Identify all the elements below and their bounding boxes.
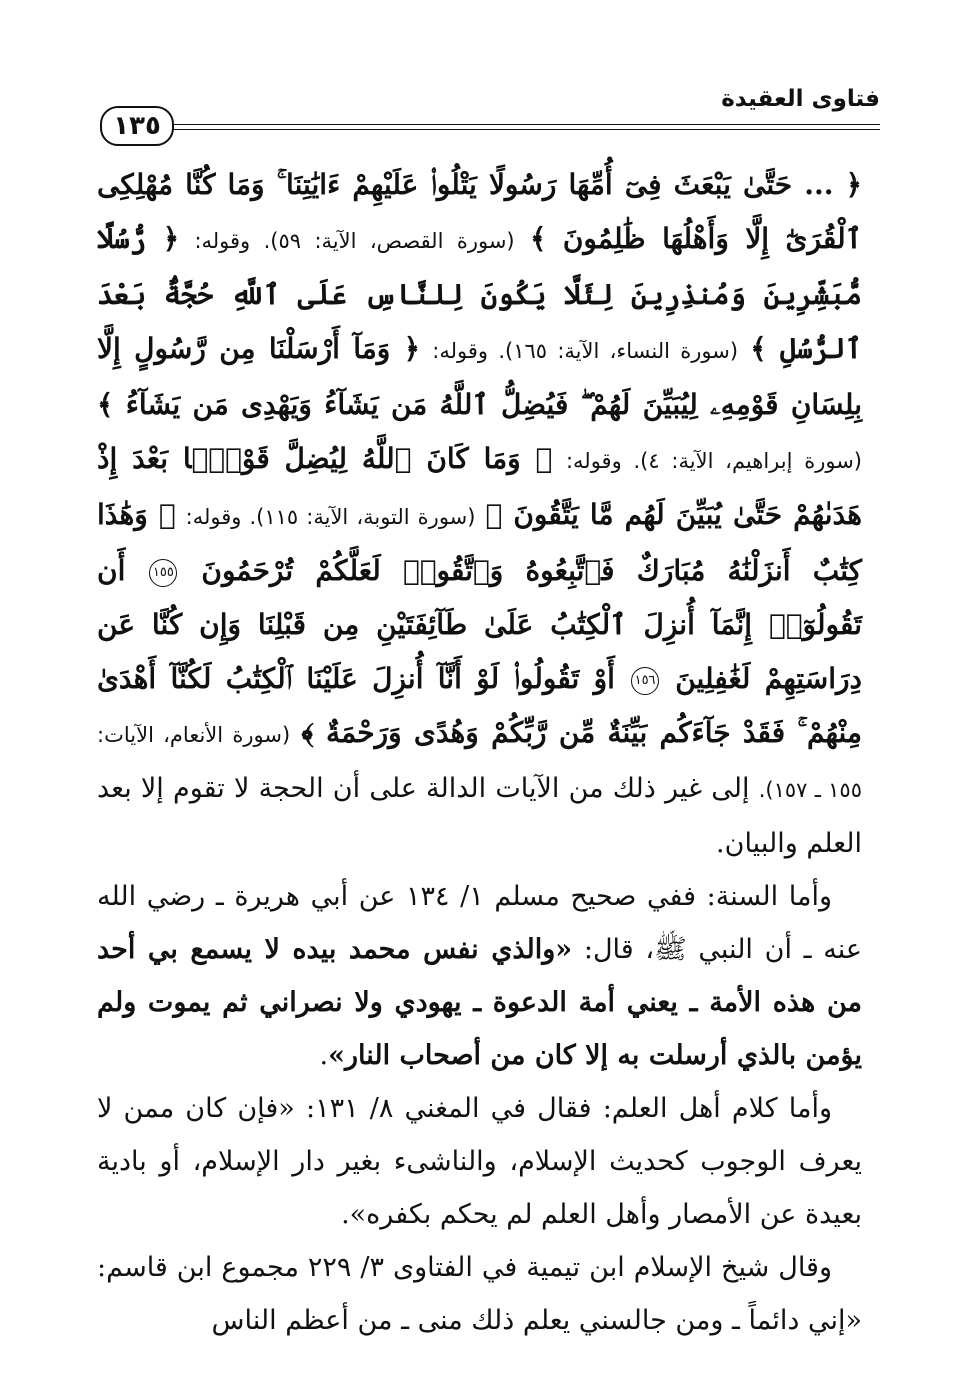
page-header — [100, 82, 880, 152]
body-text: وأما السنة: ففي صحيح مسلم ١/ ١٣٤ عن أبي هريرة ـ رضي الله عنه ـ أن النبي ﷺ، قال: — [97, 881, 862, 965]
ayah-number-marker: ١٥٦ — [631, 667, 659, 695]
quran-verse: أَن تَقُولُوٓا۟ إِنَّمَآ أُنزِلَ ٱلْكِتَٰبُ عَلَىٰ طَآئِفَتَيْنِ مِن قَبْلِنَا وَإِن كُنَّا عَن دِرَاسَتِهِمْ لَغَٰفِلِينَ — [97, 554, 862, 695]
hadith-quote: «والذي نفس محمد بيده لا يسمع بي أحد من هذه الأمة ـ يعني أمة الدعوة ـ يهودي ولا نصراني ثم يموت ولم يؤمن بالذي أرسلت به إلا كان من أصحاب النار» — [97, 934, 862, 1071]
book-title: فتاوى العقيدة — [721, 86, 880, 112]
quran-verse: أَوْ تَقُولُوا۟ لَوْ أَنَّآ أُنزِلَ عَلَيْنَا ٱلْكِتَٰبُ لَكُنَّآ أَهْدَىٰ مِنْهُمْ ۚ فَقَدْ جَآءَكُم بَيِّنَةٌ مِّن رَّبِّكُمْ وَهُدًى وَرَحْمَةٌ ﴾ — [97, 662, 862, 749]
quran-verse: ﴿ وَمَآ أَرْسَلْنَا مِن رَّسُولٍ إِلَّا بِلِسَانِ قَوْمِهِۦ لِيُبَيِّنَ لَهُمْ ۖ فَيُضِلُّ ٱللَّهُ مَن يَشَآءُ وَيَهْدِى مَن يَشَآءُ ﴾ — [97, 332, 862, 421]
verse-reference: (سورة القصص، الآية: ٥٩). وقوله: — [194, 229, 515, 253]
body-text: . — [319, 1040, 329, 1071]
body-text: إلى غير ذلك من الآيات الدالة على أن الحجة لا تقوم إلا بعد العلم والبيان. — [97, 773, 862, 859]
verse-reference: (سورة النساء، الآية: ١٦٥). وقوله: — [432, 339, 739, 363]
quran-verse: ﴿ وَهَٰذَا كِتَٰبٌ أَنزَلْنَٰهُ مُبَارَكٌ فَٱتَّبِعُوهُ وَٱتَّقُوا۟ لَعَلَّكُمْ تُرْحَمُونَ — [97, 498, 862, 587]
paragraph — [97, 870, 862, 1082]
header-rule — [170, 124, 880, 125]
verse-reference: (سورة إبراهيم، الآية: ٤). وقوله: — [565, 449, 862, 473]
paragraph — [97, 158, 862, 870]
header-rule-double — [170, 129, 880, 130]
ayah-number-marker: ١٥٥ — [149, 559, 177, 587]
verse-reference: (سورة التوبة، الآية: ١١٥). وقوله: — [185, 505, 476, 529]
paragraph: وقال شيخ الإسلام ابن تيمية في الفتاوى ٣/ ٢٢٩ مجموع ابن قاسم: «إني دائماً ـ ومن جالسني يعلم ذلك منى ـ من أعظم الناس — [97, 1252, 862, 1336]
quran-verse: ﴿ ... حَتَّىٰ يَبْعَثَ فِىٓ أُمِّهَا رَسُولًا يَتْلُوا۟ عَلَيْهِمْ ءَايَٰتِنَا ۚ وَمَا كُنَّا مُهْلِكِى ٱلْقُرَىٰٓ إِلَّا وَأَهْلُهَا ظَٰلِمُونَ ﴾ — [97, 168, 863, 255]
paragraph: وأما كلام أهل العلم: فقال في المغني ٨/ ١٣١: «فإن كان ممن لا يعرف الوجوب كحديث الإسلام، والناشىء بغير دار الإسلام، أو بادية بعيدة عن الأمصار وأهل العلم لم يحكم بكفره». — [97, 1093, 862, 1230]
quran-verse: ﴿ رُّسُلًا مُّبَشِّرِينَ وَمُنذِرِينَ لِئَلَّا يَكُونَ لِلنَّاسِ عَلَى ٱللَّهِ حُجَّةٌۢ بَعْدَ ٱلرُّسُلِ ﴾ — [97, 222, 862, 365]
verse-reference: (سورة الأنعام، الآيات: ١٥٥ ـ ١٥٧). — [97, 723, 862, 802]
quran-verse: ﴿ وَمَا كَانَ ٱللَّهُ لِيُضِلَّ قَوْمًۢا بَعْدَ إِذْ هَدَىٰهُمْ حَتَّىٰ يُبَيِّنَ لَهُم مَّا يَتَّقُونَ ﴾ — [97, 442, 862, 531]
page-body — [97, 158, 862, 1347]
page-number: ١٣٥ — [100, 106, 174, 146]
